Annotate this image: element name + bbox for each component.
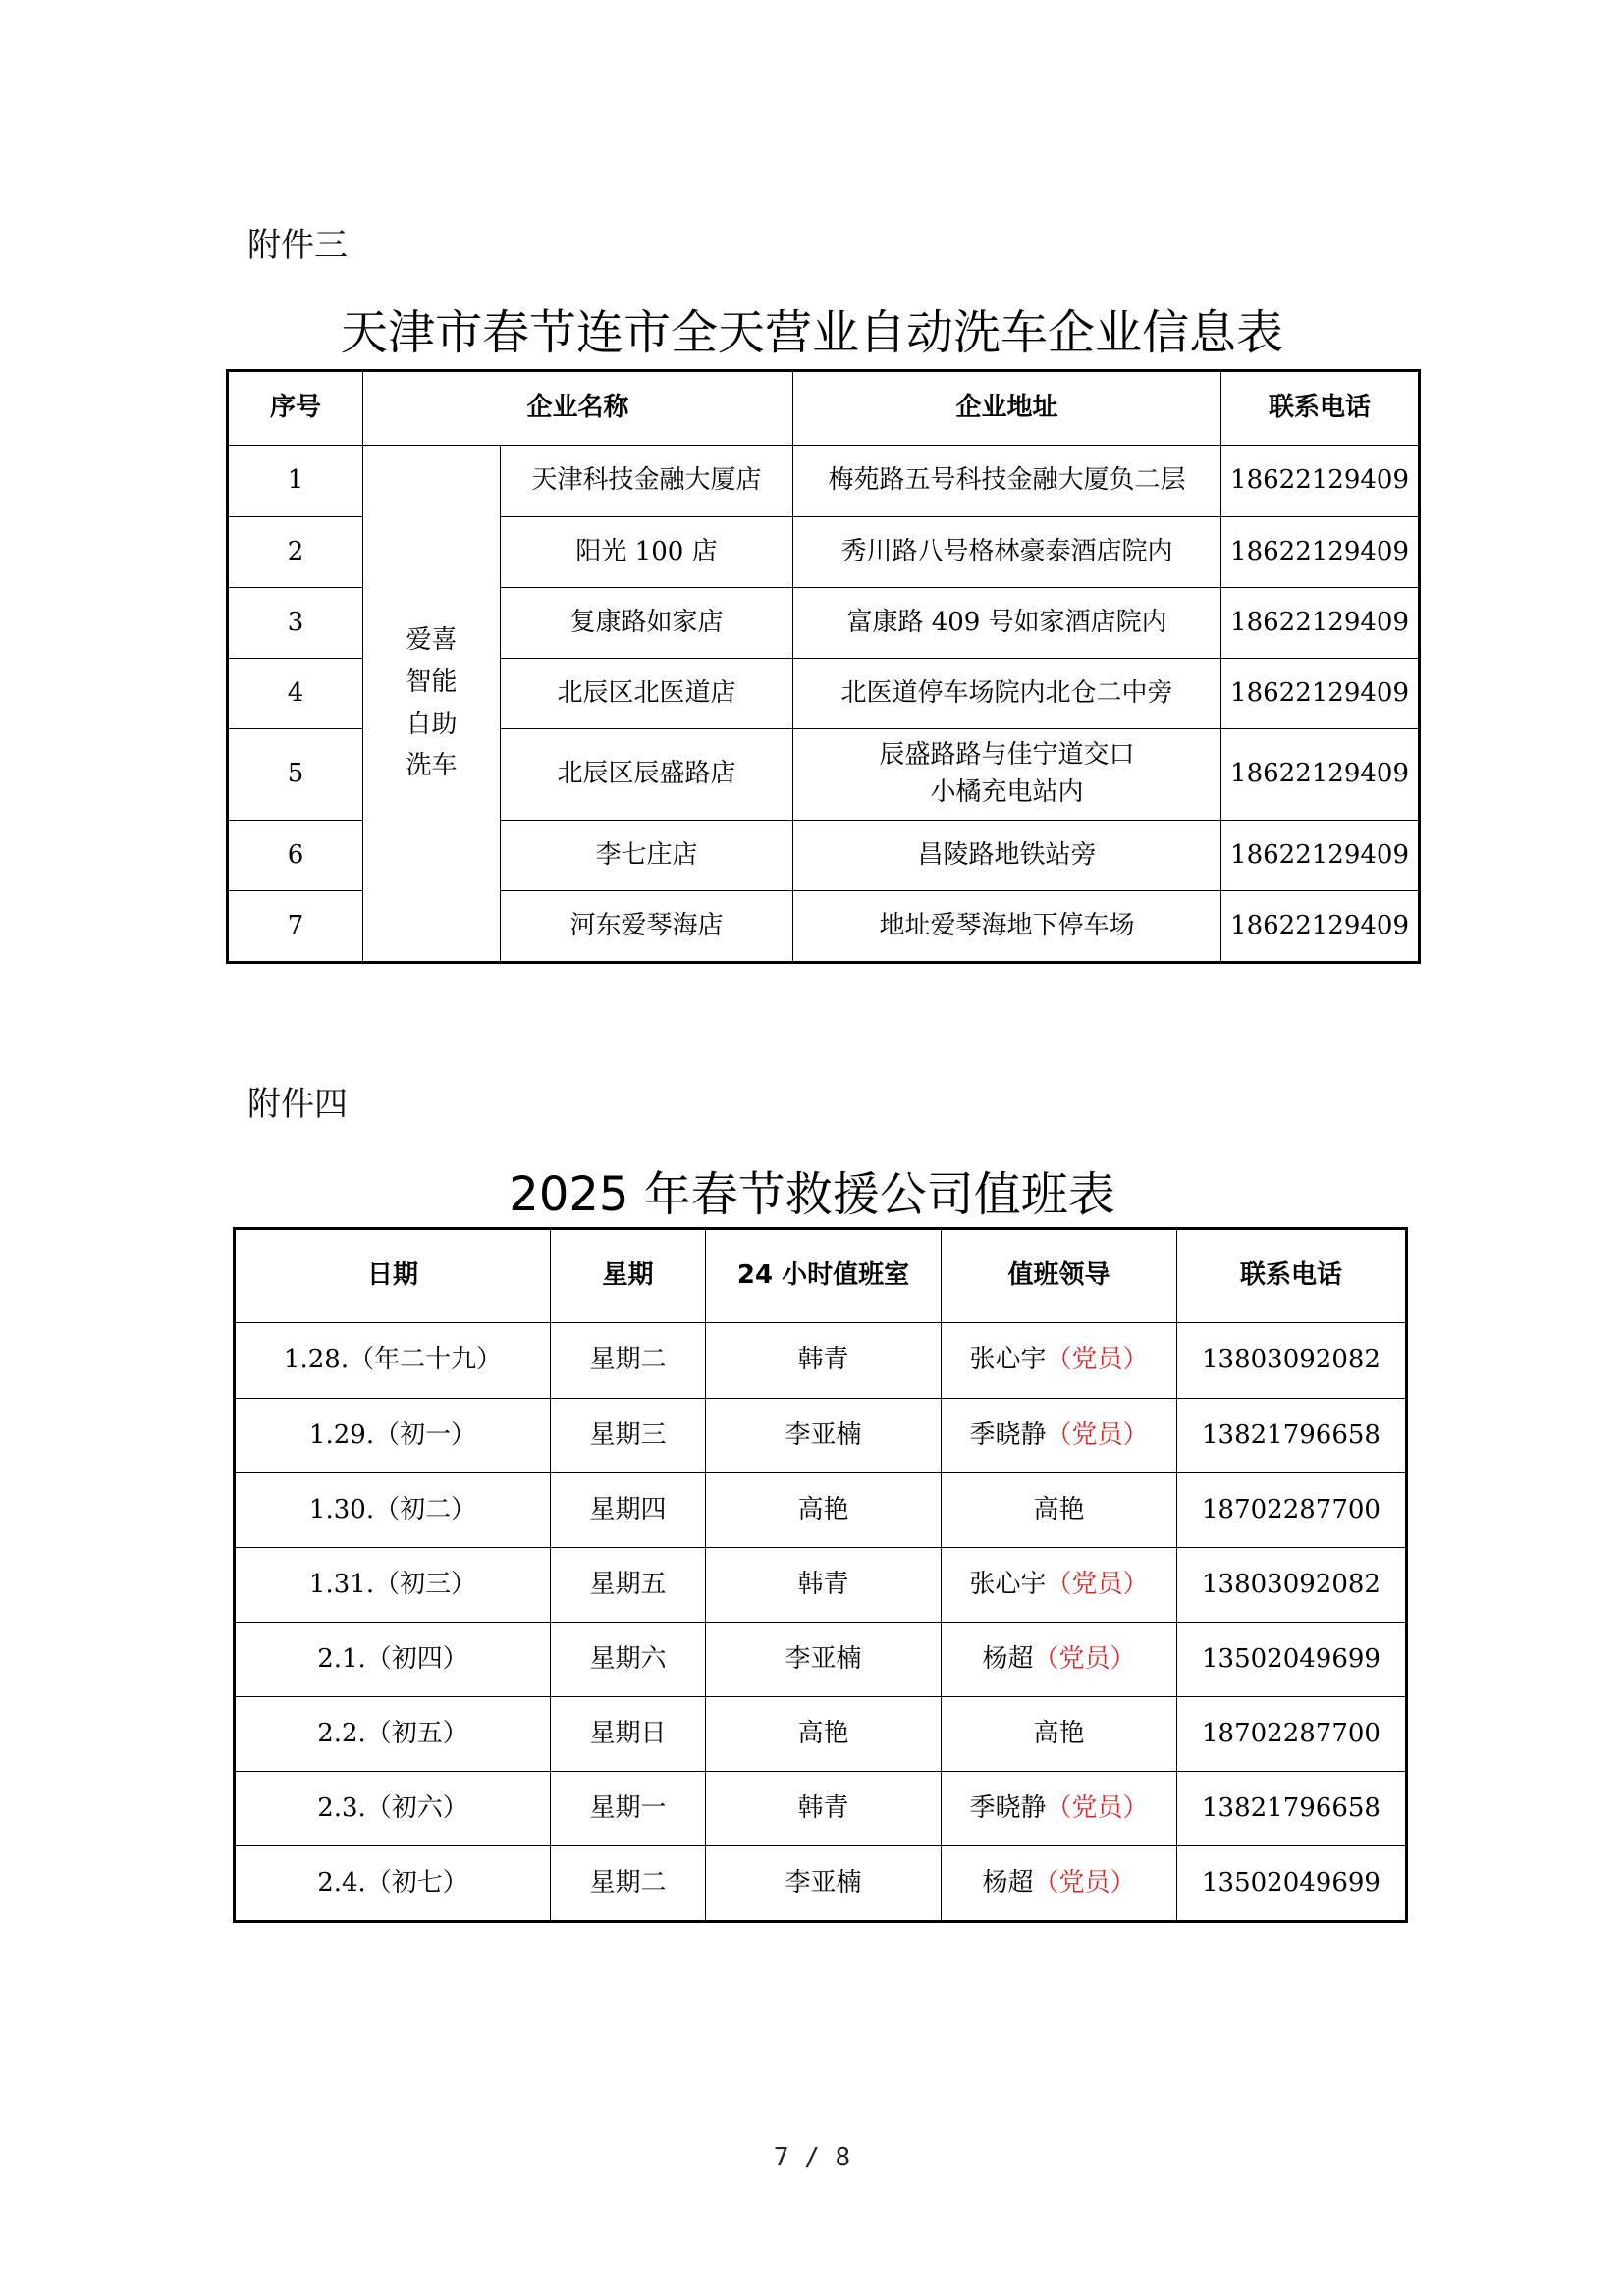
row-weekday: 星期二 <box>551 1846 706 1922</box>
leader-name: 季晓静 <box>969 1419 1047 1450</box>
row-seq: 7 <box>228 891 363 963</box>
row-store: 阳光 100 店 <box>501 517 793 588</box>
company-group-line: 洗车 <box>406 751 458 781</box>
row-phone: 18622129409 <box>1221 891 1420 963</box>
row-office: 高艳 <box>706 1473 942 1548</box>
row-office: 高艳 <box>706 1697 942 1772</box>
duty-table-title: 2025 年春节救援公司值班表 <box>509 1167 1115 1222</box>
header-weekday: 星期 <box>551 1229 706 1323</box>
header-phone: 联系电话 <box>1177 1229 1407 1323</box>
duty-roster-body <box>235 1323 1407 1922</box>
row-store: 北辰区辰盛路店 <box>501 729 793 821</box>
row-address: 秀川路八号格林豪泰酒店院内 <box>793 517 1221 588</box>
row-office: 李亚楠 <box>706 1846 942 1922</box>
row-phone: 18622129409 <box>1221 821 1420 891</box>
row-date: 2.2.（初五） <box>235 1697 551 1772</box>
row-phone: 18702287700 <box>1177 1697 1407 1772</box>
party-member-badge: （党员） <box>1046 1792 1149 1823</box>
row-address-line: 小橘充电站内 <box>930 777 1084 807</box>
row-weekday: 星期六 <box>551 1623 706 1697</box>
row-leader <box>942 1697 1177 1772</box>
row-phone: 13803092082 <box>1177 1323 1407 1399</box>
row-leader <box>942 1399 1177 1473</box>
header-office: 24 小时值班室 <box>706 1229 942 1323</box>
row-address: 地址爱琴海地下停车场 <box>793 891 1221 963</box>
row-phone: 18622129409 <box>1221 588 1420 659</box>
table-row <box>235 1399 1407 1473</box>
leader-name: 张心宇 <box>969 1569 1047 1599</box>
row-address: 北医道停车场院内北仓二中旁 <box>793 659 1221 729</box>
row-phone: 18622129409 <box>1221 729 1420 821</box>
row-date: 2.4.（初七） <box>235 1846 551 1922</box>
header-phone: 联系电话 <box>1221 371 1420 446</box>
header-address: 企业地址 <box>793 371 1221 446</box>
row-weekday: 星期一 <box>551 1772 706 1846</box>
row-leader <box>942 1548 1177 1623</box>
company-group-name <box>363 446 501 963</box>
row-seq: 3 <box>228 588 363 659</box>
row-leader <box>942 1323 1177 1399</box>
row-phone: 18622129409 <box>1221 517 1420 588</box>
table-row <box>228 446 1420 517</box>
row-date: 2.3.（初六） <box>235 1772 551 1846</box>
party-member-badge: （党员） <box>1046 1345 1149 1375</box>
leader-name: 张心宇 <box>969 1345 1047 1375</box>
company-group-line: 自助 <box>406 709 458 739</box>
row-seq: 5 <box>228 729 363 821</box>
row-phone: 13803092082 <box>1177 1548 1407 1623</box>
row-date: 1.29.（初一） <box>235 1399 551 1473</box>
row-office: 韩青 <box>706 1548 942 1623</box>
party-member-badge: （党员） <box>1033 1867 1136 1897</box>
row-leader <box>942 1772 1177 1846</box>
party-member-badge: （党员） <box>1033 1643 1136 1674</box>
table-row <box>235 1473 1407 1548</box>
duty-roster-table <box>233 1227 1408 1923</box>
header-seq: 序号 <box>228 371 363 446</box>
row-office: 韩青 <box>706 1772 942 1846</box>
row-seq: 1 <box>228 446 363 517</box>
leader-name: 杨超 <box>982 1867 1034 1897</box>
leader-name: 高艳 <box>1033 1718 1085 1748</box>
row-seq: 2 <box>228 517 363 588</box>
row-address: 昌陵路地铁站旁 <box>793 821 1221 891</box>
car-wash-table <box>226 369 1421 964</box>
row-leader <box>942 1846 1177 1922</box>
row-leader <box>942 1623 1177 1697</box>
row-store: 河东爱琴海店 <box>501 891 793 963</box>
row-seq: 6 <box>228 821 363 891</box>
header-leader: 值班领导 <box>942 1229 1177 1323</box>
row-office: 韩青 <box>706 1323 942 1399</box>
row-date: 1.30.（初二） <box>235 1473 551 1548</box>
table-row <box>235 1323 1407 1399</box>
leader-name: 高艳 <box>1033 1494 1085 1524</box>
row-phone: 13821796658 <box>1177 1399 1407 1473</box>
row-phone: 13502049699 <box>1177 1623 1407 1697</box>
row-store: 李七庄店 <box>501 821 793 891</box>
row-phone: 18622129409 <box>1221 659 1420 729</box>
company-group-line: 爱喜 <box>406 624 458 655</box>
row-store: 复康路如家店 <box>501 588 793 659</box>
leader-name: 杨超 <box>982 1643 1034 1674</box>
row-phone: 13502049699 <box>1177 1846 1407 1922</box>
row-weekday: 星期二 <box>551 1323 706 1399</box>
table-row <box>235 1548 1407 1623</box>
party-member-badge: （党员） <box>1046 1419 1149 1450</box>
car-wash-table-title: 天津市春节连市全天营业自动洗车企业信息表 <box>340 305 1283 360</box>
row-office: 李亚楠 <box>706 1623 942 1697</box>
attachment-3-label: 附件三 <box>247 226 348 265</box>
table-header-row <box>228 371 1420 446</box>
row-date: 2.1.（初四） <box>235 1623 551 1697</box>
row-store: 北辰区北医道店 <box>501 659 793 729</box>
page-number: 7 / 8 <box>773 2143 851 2172</box>
row-office: 李亚楠 <box>706 1399 942 1473</box>
row-leader <box>942 1473 1177 1548</box>
table-row <box>235 1772 1407 1846</box>
row-address-line: 辰盛路路与佳宁道交口 <box>879 740 1135 771</box>
row-address: 富康路 409 号如家酒店院内 <box>793 588 1221 659</box>
party-member-badge: （党员） <box>1046 1569 1149 1599</box>
row-address: 梅苑路五号科技金融大厦负二层 <box>793 446 1221 517</box>
row-weekday: 星期三 <box>551 1399 706 1473</box>
row-weekday: 星期五 <box>551 1548 706 1623</box>
row-phone: 13821796658 <box>1177 1772 1407 1846</box>
row-phone: 18702287700 <box>1177 1473 1407 1548</box>
table-row <box>235 1697 1407 1772</box>
row-phone: 18622129409 <box>1221 446 1420 517</box>
attachment-4-label: 附件四 <box>247 1085 348 1124</box>
header-company: 企业名称 <box>363 371 793 446</box>
row-seq: 4 <box>228 659 363 729</box>
row-date: 1.28.（年二十九） <box>235 1323 551 1399</box>
row-store: 天津科技金融大厦店 <box>501 446 793 517</box>
table-row <box>235 1846 1407 1922</box>
row-weekday: 星期四 <box>551 1473 706 1548</box>
row-date: 1.31.（初三） <box>235 1548 551 1623</box>
table-header-row <box>235 1229 1407 1323</box>
row-weekday: 星期日 <box>551 1697 706 1772</box>
table-row <box>235 1623 1407 1697</box>
header-date: 日期 <box>235 1229 551 1323</box>
row-address <box>793 729 1221 821</box>
company-group-line: 智能 <box>406 667 458 697</box>
leader-name: 季晓静 <box>969 1792 1047 1823</box>
